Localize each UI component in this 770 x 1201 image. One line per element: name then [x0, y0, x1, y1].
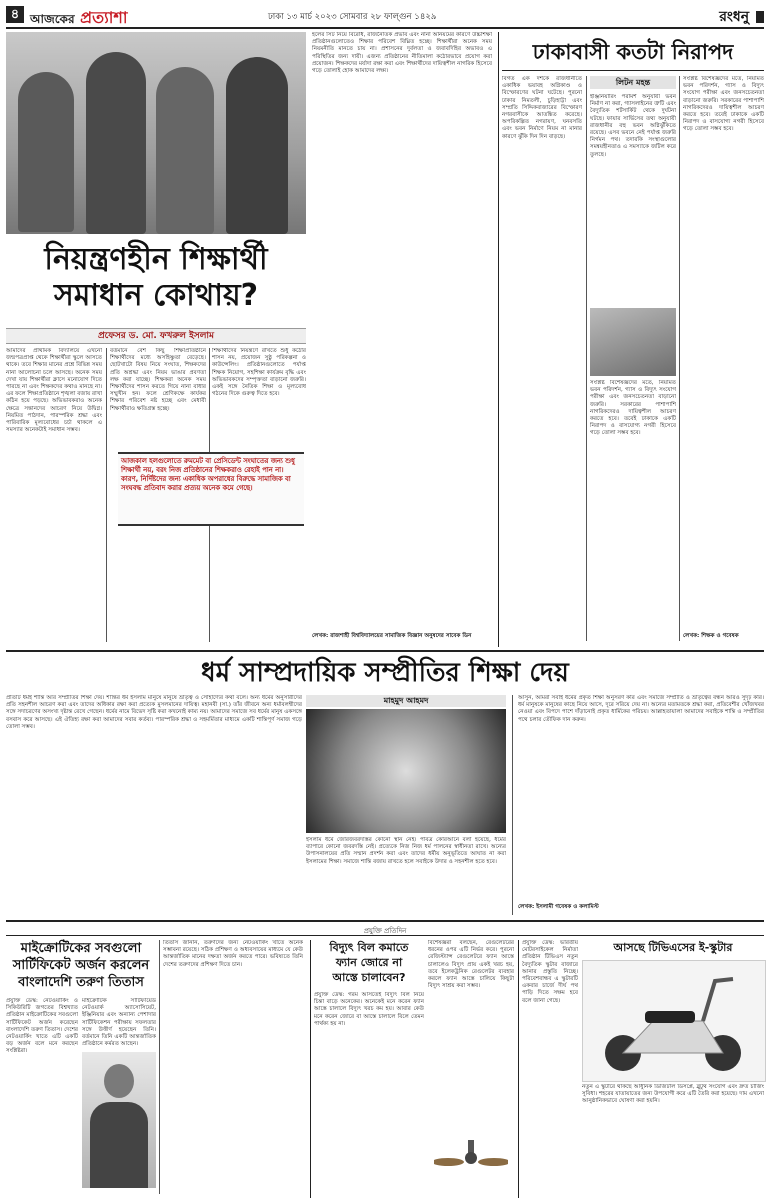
section-rule — [6, 920, 764, 922]
paper-name-suffix: প্রত্যাশা — [80, 8, 128, 27]
divider — [106, 348, 107, 642]
student-figure-1 — [18, 72, 74, 232]
portrait-head — [104, 1064, 134, 1098]
divider — [498, 32, 499, 647]
dhaka-article — [502, 32, 764, 647]
religion-body-mid: ইসলাম ধর্মে জোরজবরদস্তির কোনো স্থান নেই। পবিত্র কোরআনে বলা হয়েছে, ধর্মের ব্যাপারে কোনো জবরদস্তি নেই। প্রত্যেকে নিজ নিজ ধর্ম পালনের স্বাধীনতা রাখে। অন্যের উপাসনালয়ের প্রতি সম্মান প্রদর্শন করা এবং তাদের ধর্মীয় অনুভূতিতে আঘাত না করা ইসলামের শিক্ষা। সমাজে শান্তি বজায় রাখতে হলে সবাইকে উদার ও সহনশীল হতে হবে। — [306, 837, 506, 865]
religion-author-note: লেখক: ইসলামী গবেষক ও কলামিস্ট — [518, 904, 599, 910]
page-number: ৪ — [10, 7, 20, 22]
divider — [518, 940, 519, 1198]
scooter-headline: আসছে টিভিএসের ই-স্কুটার — [613, 941, 733, 954]
dhaka-byline: লিটন মহন্ত — [615, 78, 651, 87]
religion-body-left: প্রতিটি ধর্মই শান্তি আর সম্প্রীতির শিক্ষা দেয়। শান্তির ধর্ম ইসলাম মানুষে মানুষে ভ্রাতৃত্ব ও সৌহার্দ্যের কথা বলে। অন্য ধর্মের অনুসারীদের প্রতি সহনশীল আচরণ করা এবং তাদের অধিকার রক্ষা করা প্রত্যেক মুসলমানের দায়িত্ব। মহানবী (সা.) তাঁর জীবনে অন্য ধর্মাবলম্বীদের সঙ্গে সদাচরণের অসংখ্য দৃষ্টান্ত রেখে গেছেন। ধর্মের নামে বিভেদ সৃষ্টি করা কখনোই কাম্য নয়। আমাদের সমাজে সব ধর্মের মানুষ একসঙ্গে বসবাস করে আসছে। এই ঐতিহ্য রক্ষা করা আমাদের সবার কর্তব্য। পারস্পরিক শ্রদ্ধা ও সহমর্মিতার মাধ্যমে একটি শান্তিপূর্ণ সমাজ গড়ে তোলা সম্ভব। — [6, 695, 302, 730]
education-byline: প্রফেসর ড. মো. ফখরুল ইসলাম — [97, 331, 215, 341]
electricity-headline: বিদ্যুৎ বিল কমাতে ফ্যান জোরে না আস্তে চালাবেন? — [329, 941, 409, 984]
students-photo — [6, 32, 306, 234]
microtik-article — [6, 940, 306, 1198]
dateline: ঢাকা ১৩ মার্চ ২০২৩ সোমবার ২৮ ফাল্গুন ১৪২৯ — [268, 12, 437, 22]
electricity-article — [314, 940, 514, 1198]
religion-body-right: আসুন, আমরা সবাই ধর্মের প্রকৃত শিক্ষা অনুসরণ করি এবং সমাজে সম্প্রীতি ও ভ্রাতৃত্বের বন্ধন আরও সুদৃঢ় করি। ধর্ম মানুষকে মানুষের কাছে নিয়ে আসে, দূরে সরিয়ে দেয় না। অন্যের মতামতকে শ্রদ্ধা করা, প্রতিবেশীর খোঁজখবর নেওয়া এবং বিপদে পাশে দাঁড়ানোই প্রকৃত ধার্মিকের পরিচয়। আল্লাহতায়ালা আমাদের সবাইকে শান্তি ও সম্প্রীতির পথে চলার তৌফিক দান করুন। — [518, 695, 764, 723]
dhaka-body-col2b: সংশ্লিষ্ট বিশেষজ্ঞদের মতে, নিয়মিত ভবন পরিদর্শন, গ্যাস ও বিদ্যুৎ সংযোগ পরীক্ষা এবং জনসচেতনতা বাড়ানো জরুরি। সরকারের পাশাপাশি নাগরিকদেরও দায়িত্বশীল আচরণ করতে হবে। তবেই ঢাকাকে একটি নিরাপদ ও বাসযোগ্য নগরী হিসেবে গড়ে তোলা সম্ভব হবে। — [590, 380, 676, 437]
education-body-col4: হলের সিট নিয়ে বিরোধ, রাজনৈতিক প্রভাব এবং নানা অনিয়মের কারণে উচ্চশিক্ষা প্রতিষ্ঠানগুলোতেও শিক্ষার পরিবেশ বিঘ্নিত হচ্ছে। শিক্ষার্থীরা অনেক সময় নিয়মনীতি মানতে চায় না। প্রশাসনের দুর্বলতা ও জবাবদিহির অভাবও এ পরিস্থিতির জন্য দায়ী। এজন্য প্রতিষ্ঠানের নীতিমালা কঠোরভাবে প্রয়োগ করা প্রয়োজন। শিক্ষকদের মর্যাদা রক্ষা করা এবং শিক্ষার্থীদের দায়িত্বশীল নাগরিক হিসেবে গড়ে তোলাই হোক আমাদের লক্ষ্য। — [312, 32, 492, 75]
headline-rule — [502, 70, 764, 71]
titas-portrait — [82, 1052, 156, 1188]
education-headline: নিয়ন্ত্রণহীন শিক্ষার্থী সমাধান কোথায়? — [44, 242, 268, 313]
section-rule — [6, 935, 764, 936]
microtik-body-col2: মাইক্রোটিক সার্টিফায়েড নেটওয়ার্ক অ্যাসোসিয়েট, ইঞ্জিনিয়ার এবং অন্যান্য পেশাদার সার্টিফিকেশন পরীক্ষায় সফলতার সঙ্গে উত্তীর্ণ হয়েছেন তিনি। বর্তমানে তিনি একটি আন্তর্জাতিক প্রতিষ্ঠানে কর্মরত আছেন। — [82, 998, 156, 1048]
page-number-box — [6, 6, 24, 23]
section-rule — [6, 650, 764, 652]
religion-headline: ধর্ম সাম্প্রদায়িক সম্প্রীতির শিক্ষা দেয় — [201, 658, 569, 688]
student-figure-3 — [156, 67, 214, 234]
education-body-col2: বর্তমানে বেশ কিছু শিক্ষাপ্রতিষ্ঠানে শিক্ষার্থীদের মধ্যে অসহিষ্ণুতা বেড়েছে। ছোটখাটো বিষয় নিয়ে সংঘাত, শিক্ষকদের প্রতি অশ্রদ্ধা এবং নিয়ম ভাঙার প্রবণতা লক্ষ করা যাচ্ছে। শিক্ষকরা অনেক সময় শিক্ষার্থীদের শাসন করতে গিয়ে নানা বাধার সম্মুখীন হন। ফলে শ্রেণিকক্ষে কার্যকর শিক্ষার পরিবেশ নষ্ট হচ্ছে এবং মেধাবী শিক্ষার্থীরাও ক্ষতিগ্রস্ত হচ্ছে। — [110, 348, 206, 412]
e-scooter-photo — [582, 960, 766, 1082]
dhaka-author-note: লেখক: শিক্ষক ও গবেষক — [683, 633, 739, 639]
education-body-col3: শিক্ষার্থীদের নিয়ন্ত্রণে রাখতে শুধু কঠোর শাসন নয়, প্রয়োজন সুষ্ঠু পরিকল্পনা ও কাউন্সেলিং। প্রতিষ্ঠানগুলোতে পর্যাপ্ত শিক্ষক নিয়োগ, সহশিক্ষা কার্যক্রম বৃদ্ধি এবং অভিভাবকদের সম্পৃক্ততা বাড়ানো জরুরি। একই সঙ্গে নৈতিক শিক্ষা ও মূল্যবোধ গঠনের দিকে গুরুত্ব দিতে হবে। — [212, 348, 306, 398]
section-marker-icon — [756, 11, 764, 23]
dhaka-body-col3: সংশ্লিষ্ট বিশেষজ্ঞদের মতে, নিয়মিত ভবন পরিদর্শন, গ্যাস ও বিদ্যুৎ সংযোগ পরীক্ষা এবং জনসচেতনতা বাড়ানো জরুরি। সরকারের পাশাপাশি নাগরিকদেরও দায়িত্বশীল আচরণ করতে হবে। তবেই ঢাকাকে একটি নিরাপদ ও বাসযোগ্য নগরী হিসেবে গড়ে তোলা সম্ভব হবে। — [683, 76, 764, 133]
microtik-body-col1: প্রযুক্তি ডেস্ক: নেটওয়ার্কিং ও সিকিউরিটি জগতের বিশ্বখ্যাত প্রতিষ্ঠান মাইক্রোটিকের সবগুলো সার্টিফিকেট অর্জন করেছেন বাংলাদেশি তরুণ তিতাস। দেশের নেটওয়ার্কিং খাতে এটি একটি বড় অর্জন বলে মনে করছেন সংশ্লিষ্টরা। — [6, 998, 78, 1055]
dhaka-body-col2: ইঞ্জিনিয়ারিং পরামর্শ অনুযায়ী ভবন নির্মাণ না করা, গ্যাসলাইনের ত্রুটি এবং বৈদ্যুতিক শর্টসার্কিট থেকে দুর্ঘটনা ঘটছে। ফায়ার সার্ভিসের তথ্য অনুযায়ী রাজধানীর বহু ভবন অগ্নিঝুঁকিতে রয়েছে। এসব ভবনে নেই পর্যাপ্ত জরুরি নির্গমন পথ। তদারকি সংস্থাগুলোর সমন্বয়হীনতাও এ সমস্যাকে জটিল করে তুলছে। — [590, 94, 676, 158]
dhaka-body-col1: বিগত এক দশকে রাজধানীতে একাধিক ভয়াবহ অগ্নিকাণ্ড ও বিস্ফোরণের ঘটনা ঘটেছে। পুরনো ঢাকার নিমতলী, চুড়িহাট্টা এবং সম্প্রতি সিদ্দিকবাজারের বিস্ফোরণ নগরবাসীকে আতঙ্কিত করেছে। অপরিকল্পিত নগরায়ণ, ঘনবসতি এবং ভবন নির্মাণে নিয়ম না মানার কারণে ঝুঁকি দিন দিন বাড়ছে। — [502, 76, 582, 140]
ceiling-fan-icon — [434, 1140, 508, 1190]
education-pull-quote: আজকাল হলগুলোতে রুমমেট বা প্রেসিডেন্ট সংঘাতের জন্য শুধু শিক্ষার্থী নয়, বরং নিজ প্রতিষ্ঠানের শিক্ষকরাও রেহাই পান না। কারণ, নির্দিষ্টদের জন্য একাধিক অপরাধের বিরুদ্ধে সামাজিক বা সংঘবদ্ধ প্রতিবাদ করার প্রত্যয় অনেক কমে গেছে। — [118, 452, 304, 526]
paper-name-prefix: আজকের — [30, 12, 75, 26]
divider — [679, 76, 680, 641]
religion-article — [6, 655, 764, 917]
dhaka-byline-bar — [590, 76, 676, 89]
religion-byline-bar — [306, 695, 506, 707]
divider — [512, 695, 513, 915]
scooter-body-col2: নতুন এ স্কুটারে থাকছে আধুনিক ডিজিটাল ডিসপ্লে, ব্লুটুথ সংযোগ এবং দ্রুত চার্জিং সুবিধা। শহরের যাতায়াতের জন্য উপযোগী করে এটি তৈরি করা হয়েছে। দাম এখনো আনুষ্ঠানিকভাবে ঘোষণা করা হয়নি। — [582, 1084, 764, 1105]
divider — [159, 940, 160, 1194]
student-figure-2 — [86, 52, 146, 234]
header-rule — [6, 27, 764, 29]
education-article — [6, 32, 494, 647]
section-name: রংধনু — [719, 5, 764, 29]
electricity-body-col2: বিশেষজ্ঞরা বলছেন, রেগুলেটরের ধরনের ওপর এটি নির্ভর করে। পুরনো রেজিস্ট্যান্স রেগুলেটরে ফ্যান আস্তে চালালেও বিদ্যুৎ প্রায় একই খরচ হয়, তবে ইলেকট্রনিক রেগুলেটর ব্যবহার করলে ফ্যান আস্তে চালিয়ে কিছুটা বিদ্যুৎ সাশ্রয় করা সম্ভব। — [428, 940, 514, 990]
dhaka-headline: ঢাকাবাসী কতটা নিরাপদ — [532, 40, 734, 64]
microtik-body-col3: তিতাস জানান, তরুণদের জন্য নেটওয়ার্কিং খাতে অনেক সম্ভাবনা রয়েছে। সঠিক প্রশিক্ষণ ও অধ্যবসায়ের মাধ্যমে যে কেউ আন্তর্জাতিক মানের দক্ষতা অর্জন করতে পারে। ভবিষ্যতে তিনি দেশের তরুণদের প্রশিক্ষণ দিতে চান। — [163, 940, 303, 968]
electricity-body-col1: প্রযুক্তি ডেস্ক: গরম আসতেই বিদ্যুৎ বিল নিয়ে চিন্তা বাড়ে অনেকের। অনেকেই মনে করেন ফ্যান আস্তে চালালে বিদ্যুৎ খরচ কম হয়। আবার কেউ মনে করেন জোরে বা আস্তে চালালে বিলে তেমন পার্থক্য হয় না। — [314, 992, 424, 1027]
portrait-body — [90, 1102, 148, 1188]
microtik-headline: মাইক্রোটিকের সবগুলো সার্টিফিকেট অর্জন করলেন বাংলাদেশি তরুণ তিতাস — [12, 941, 150, 990]
student-figure-4 — [226, 57, 288, 234]
divider — [310, 940, 311, 1198]
joined-hands-photo — [306, 709, 506, 833]
religion-byline: মাহমুদ আহমদ — [383, 696, 429, 705]
fire-scene-photo — [590, 308, 676, 376]
scooter-body-col1: প্রযুক্তি ডেস্ক: ভারতীয় মোটরসাইকেল নির্মাতা প্রতিষ্ঠান টিভিএস নতুন বৈদ্যুতিক স্কুটার বাজারে আনার প্রস্তুতি নিচ্ছে। পরিবেশবান্ধব এ স্কুটারটি একবার চার্জে দীর্ঘ পথ পাড়ি দিতে সক্ষম হবে বলে জানা গেছে। — [522, 940, 578, 1004]
divider — [586, 76, 587, 641]
scooter-article — [522, 940, 764, 1198]
education-author-note: লেখক: রাজশাহী বিশ্ববিদ্যালয়ের সামাজিক বিজ্ঞান অনুষদের সাবেক ডিন — [312, 633, 472, 639]
education-body-col1: আমাদের প্রাথমিক বিদ্যালয়ে এখনো জন্মপত্রপ্রাপ্ত থেকে শিক্ষার্থীরা স্কুলে আসতে থাকে। তবে শিক্ষার মানের প্রশ্নে বিভিন্ন সময় নানা আলোচনা চলে আসছে। অনেক সময় দেখা যায় শিক্ষার্থীরা ক্লাসে মনোযোগ দিতে পারছে না এবং শিক্ষকদের কথাও মানছে না। এর ফলে শিক্ষাপ্রতিষ্ঠানে শৃঙ্খলা বজায় রাখা কঠিন হয়ে পড়ছে। অভিভাবকরাও অনেক ক্ষেত্রে সন্তানদের আচরণ নিয়ে উদ্বিগ্ন। নিয়মিত পাঠদান, পারস্পরিক শ্রদ্ধা এবং পারিবারিক মূল্যবোধের চর্চা থাকলে এ সমস্যার অনেকটাই সমাধান সম্ভব। — [6, 348, 102, 434]
tech-section-label: প্রযুক্তি প্রতিদিন — [363, 927, 407, 935]
page-header — [6, 4, 764, 26]
education-byline-bar — [6, 328, 306, 344]
